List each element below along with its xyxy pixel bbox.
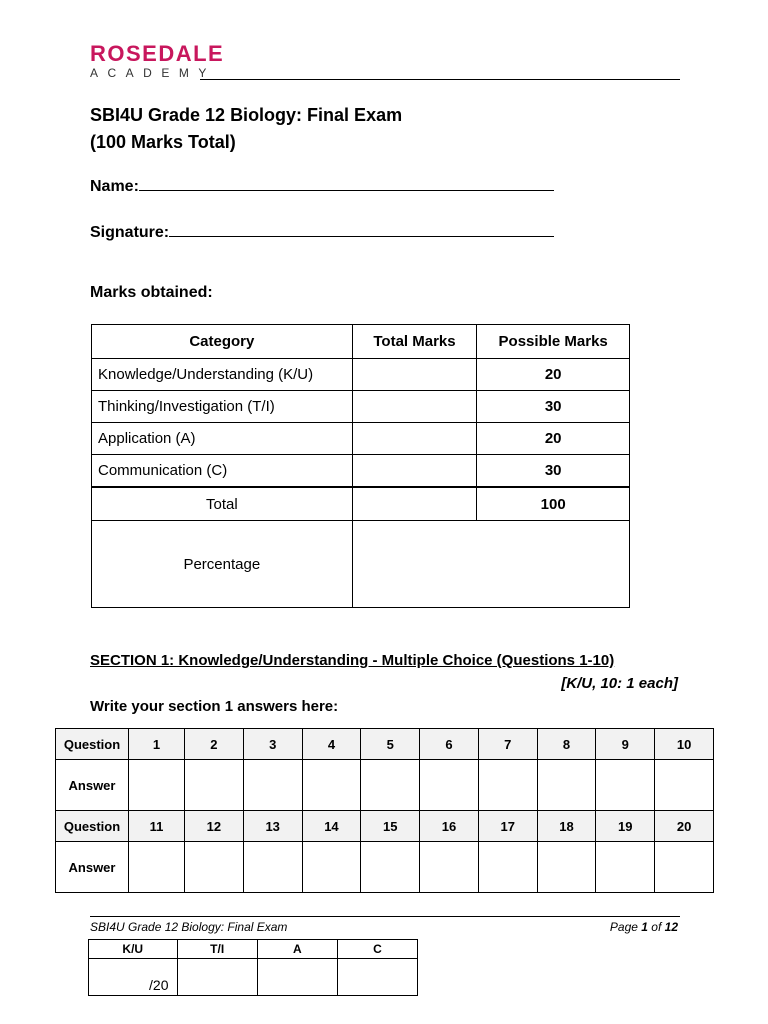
answer-row	[56, 760, 714, 811]
question-number: 8	[537, 729, 596, 760]
footer-exam-title: SBI4U Grade 12 Biology: Final Exam	[90, 920, 288, 934]
category-cell: Thinking/Investigation (T/I)	[92, 391, 353, 423]
header-category: Category	[92, 325, 353, 359]
total-marks-cell[interactable]	[352, 455, 477, 488]
question-number: 11	[129, 811, 185, 842]
answer-row-label: Answer	[56, 760, 129, 811]
answer-row	[56, 842, 714, 893]
question-number: 14	[302, 811, 361, 842]
question-row	[56, 729, 714, 760]
page-prefix: Page	[609, 920, 642, 934]
possible-marks-cell: 30	[477, 455, 630, 488]
page-of: of	[647, 920, 665, 934]
question-number: 17	[478, 811, 537, 842]
answer-cell[interactable]	[596, 760, 655, 811]
name-line[interactable]	[139, 175, 554, 191]
answer-cell[interactable]	[302, 842, 361, 893]
answer-cell[interactable]	[361, 760, 420, 811]
question-number: 12	[185, 811, 244, 842]
possible-marks-cell: 20	[477, 423, 630, 455]
page-total: 12	[664, 920, 678, 934]
percentage-row	[92, 521, 630, 608]
marks-table-header	[92, 325, 630, 359]
score-value-row	[89, 959, 418, 996]
total-marks-sum-cell[interactable]	[352, 487, 477, 521]
question-row-label: Question	[56, 729, 129, 760]
question-number: 15	[361, 811, 420, 842]
score-header-ti: T/I	[177, 940, 257, 959]
score-header-row	[89, 940, 418, 959]
question-number: 16	[420, 811, 479, 842]
table-row	[92, 423, 630, 455]
answer-cell[interactable]	[185, 842, 244, 893]
section1-title: SECTION 1: Knowledge/Understanding - Multiple Choice (Questions 1-10)	[90, 652, 615, 669]
answer-cell[interactable]	[185, 760, 244, 811]
question-number: 1	[129, 729, 185, 760]
answer-cell[interactable]	[596, 842, 655, 893]
total-marks-cell[interactable]	[352, 359, 477, 391]
total-marks-cell[interactable]	[352, 391, 477, 423]
page-number: 1	[641, 920, 648, 934]
answer-cell[interactable]	[243, 842, 302, 893]
question-number: 9	[596, 729, 655, 760]
answer-grid	[55, 728, 714, 893]
question-number: 6	[420, 729, 479, 760]
answer-cell[interactable]	[478, 760, 537, 811]
table-row	[92, 391, 630, 423]
question-number: 3	[243, 729, 302, 760]
header-divider	[200, 79, 680, 80]
question-number: 13	[243, 811, 302, 842]
answer-cell[interactable]	[420, 842, 479, 893]
answer-cell[interactable]	[129, 760, 185, 811]
score-header-a: A	[257, 940, 337, 959]
signature-label: Signature:	[90, 224, 170, 241]
total-possible-cell: 100	[477, 487, 630, 521]
section1-marks: [K/U, 10: 1 each]	[561, 675, 678, 692]
answer-cell[interactable]	[129, 842, 185, 893]
header-total-marks: Total Marks	[352, 325, 477, 359]
signature-line[interactable]	[169, 221, 554, 237]
question-number: 18	[537, 811, 596, 842]
question-number: 19	[596, 811, 655, 842]
exam-title-line2: (100 Marks Total)	[90, 132, 236, 152]
question-number: 4	[302, 729, 361, 760]
page-indicator	[540, 920, 678, 934]
possible-marks-cell: 30	[477, 391, 630, 423]
score-ku-cell[interactable]: /20	[89, 959, 178, 996]
signature-field[interactable]	[90, 221, 554, 243]
answer-cell[interactable]	[655, 842, 714, 893]
category-cell: Application (A)	[92, 423, 353, 455]
footer-divider	[90, 916, 680, 917]
answer-cell[interactable]	[478, 842, 537, 893]
possible-marks-cell: 20	[477, 359, 630, 391]
answer-cell[interactable]	[655, 760, 714, 811]
category-cell: Communication (C)	[92, 455, 353, 488]
total-label: Total	[92, 487, 353, 521]
table-row	[92, 359, 630, 391]
question-number: 7	[478, 729, 537, 760]
score-summary-table	[88, 939, 418, 996]
category-cell: Knowledge/Understanding (K/U)	[92, 359, 353, 391]
name-field[interactable]	[90, 175, 554, 197]
exam-title	[90, 102, 402, 156]
score-a-cell[interactable]	[257, 959, 337, 996]
percentage-cell[interactable]	[352, 521, 629, 608]
question-number: 10	[655, 729, 714, 760]
answer-cell[interactable]	[302, 760, 361, 811]
score-ti-cell[interactable]	[177, 959, 257, 996]
question-number: 20	[655, 811, 714, 842]
header-possible-marks: Possible Marks	[477, 325, 630, 359]
answer-row-label: Answer	[56, 842, 129, 893]
answer-cell[interactable]	[243, 760, 302, 811]
answer-cell[interactable]	[420, 760, 479, 811]
school-logo-name: ROSEDALE	[90, 41, 225, 66]
total-marks-cell[interactable]	[352, 423, 477, 455]
section1-answers-label: Write your section 1 answers here:	[90, 698, 339, 715]
score-c-cell[interactable]	[337, 959, 417, 996]
total-row	[92, 487, 630, 521]
score-header-c: C	[337, 940, 417, 959]
answer-cell[interactable]	[537, 760, 596, 811]
name-label: Name:	[90, 178, 139, 195]
question-row-label: Question	[56, 811, 129, 842]
marks-obtained-label: Marks obtained:	[90, 284, 213, 301]
question-number: 2	[185, 729, 244, 760]
question-row	[56, 811, 714, 842]
table-row	[92, 455, 630, 488]
answer-cell[interactable]	[361, 842, 420, 893]
marks-table	[91, 324, 630, 608]
percentage-label: Percentage	[92, 521, 353, 608]
question-number: 5	[361, 729, 420, 760]
score-header-ku: K/U	[89, 940, 178, 959]
exam-title-line1: SBI4U Grade 12 Biology: Final Exam	[90, 105, 403, 125]
answer-cell[interactable]	[537, 842, 596, 893]
school-logo-subtitle: ACADEMY	[90, 66, 216, 80]
